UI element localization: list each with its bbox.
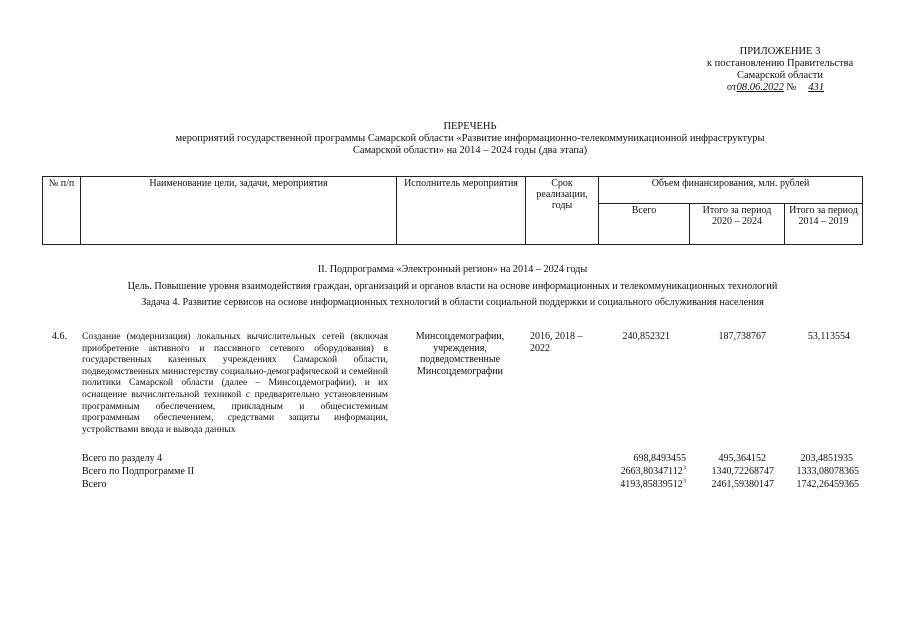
table-header <box>42 176 863 245</box>
header-term: Срок реализации, годы <box>526 177 599 245</box>
row-executor: Минсоцдемографии, учреждения, подведомственные Минсоцдемографии <box>415 331 505 377</box>
header-period-2020: Итого за период 2020 – 2024 <box>690 204 785 245</box>
total-label: Всего по Подпрограмме II <box>82 466 195 477</box>
total-sum: 698,8493455 <box>633 453 686 464</box>
row-name: Создание (модернизация) локальных вычислительных сетей (включая приобретение активного и пассивного сетевого оборудования) в государственных казенных учреждениях Самарской области, подведомственных министерству социально-демографической и семейной политики Самарской области (далее – Минсоцдемографии), и их оснащение вычислительной техникой с предварительно установленным программным обеспечением, прикладным и общесистемным программным обеспечением, средствами защиты информации, устройствами ввода и вывода данных <box>82 331 388 435</box>
total-period-2014: 203,4851935 <box>800 453 853 464</box>
total-sum: 4193,85839512$^3$ <box>620 477 686 490</box>
date-prefix: от <box>726 82 737 93</box>
subprogram-task: Задача 4. Развитие сервисов на основе информационных технологий в области социальной поддержки и социального обслуживания населения <box>141 297 764 308</box>
title-line3: Самарской области» на 2014 – 2024 годы (два этапа) <box>352 145 588 156</box>
total-period-2020: 1340,72268747 <box>711 466 774 477</box>
subprogram-title: II. Подпрограмма «Электронный регион» на 2014 – 2024 годы <box>317 264 588 275</box>
row-period-2014: 53,113554 <box>807 331 850 342</box>
appendix-date: 08.06.2022 <box>736 82 784 93</box>
footnote-marker: 3 <box>682 464 686 472</box>
row-period-2020: 187,738767 <box>718 331 766 342</box>
appendix-number: 431 <box>808 82 824 93</box>
header-executor: Исполнитель мероприятия <box>397 177 526 245</box>
title-line2: мероприятий государственной программы Самарской области «Развитие информационно-телекоммуникационной инфраструктуры <box>175 133 765 144</box>
appendix-title: ПРИЛОЖЕНИЕ 3 <box>739 46 821 57</box>
appendix-resolution: к постановлению Правительства <box>706 58 854 69</box>
header-period-2014: Итого за период 2014 – 2019 <box>785 204 863 245</box>
total-period-2014: 1742,26459365 <box>796 479 859 490</box>
total-period-2014: 1333,08078365 <box>796 466 859 477</box>
header-total: Всего <box>599 204 690 245</box>
appendix-date-line <box>680 82 880 94</box>
row-total: 240,852321 <box>622 331 670 342</box>
header-name: Наименование цели, задачи, мероприятия <box>81 177 397 245</box>
total-sum: 2663,80347112$^3$ <box>620 464 686 477</box>
appendix-region: Самарской области <box>737 70 823 81</box>
header-funding: Объем финансирования, млн. рублей <box>599 177 863 204</box>
total-period-2020: 2461,59380147 <box>711 479 774 490</box>
document-title <box>120 121 820 157</box>
footnote-marker: 3 <box>682 477 686 485</box>
number-prefix: № <box>786 82 797 93</box>
header-num: № п/п <box>43 177 81 245</box>
row-number: 4.6. <box>52 331 67 342</box>
appendix-block <box>680 46 880 94</box>
title-main: ПЕРЕЧЕНЬ <box>443 121 497 132</box>
total-period-2020: 495,364152 <box>718 453 766 464</box>
total-label: Всего <box>82 479 107 490</box>
total-label: Всего по разделу 4 <box>82 453 163 464</box>
row-term: 2016, 2018 – 2022 <box>530 331 583 354</box>
subprogram-goal: Цель. Повышение уровня взаимодействия граждан, организаций и органов власти на основе информационных и телекоммуникационных технологий <box>127 281 778 292</box>
